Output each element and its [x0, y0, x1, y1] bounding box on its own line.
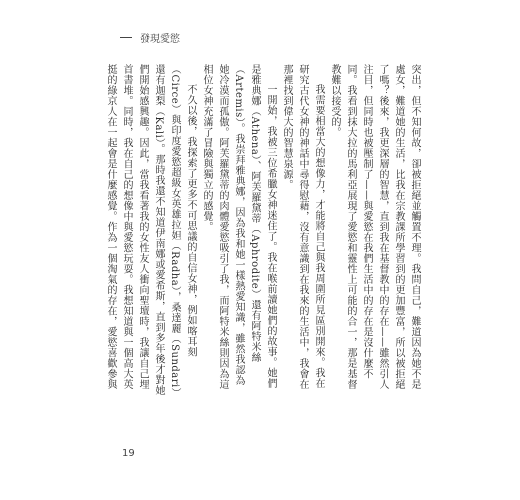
paragraph-1: 突出，但不知何故，卻被拒絕並觸置不理。我問自己，難道因為她不是處女，難道她的生活，比我在宗教課所學習到的更加豐富，所以被拒絕了嗎？後來，我更深層的智慧，直到我在基督教中的存在——雖然引人注目，但同時也被壓制了——與愛慾在我們生活中的存在是沒什麼不同。我看到抹大拉的馬利亞展現了愛慾和靈性上可能的合一，那是基督教難以接受的。 [329, 64, 420, 390]
running-header [120, 30, 180, 45]
page-number: 19 [122, 448, 135, 459]
paragraph-3: 一開始，我被三位希臘女神迷住了。我在喉前讀她們的故事。她們是雅典娜（Athena）、阿芙羅黛蒂（Aphrodite）還有阿特米絲（Artemis）。我崇拜雅典娜，因為我和她一樣熱愛知識，雖然我認為她冷漠而孤傲。阿芙羅黛蒂的肉體愛慾吸引了我，而阿特米絲則因為這相位女神充滿了冒險與獨立的感覺。 [201, 64, 276, 390]
paragraph-2: 我需要相當大的想像力，才能將自己與我周圍所見區別開來。我在研究古代女神的神話中尋得慰藉，沒有意識到在我來的生活中，我會在那裡找到偉大的智慧泉源。 [281, 64, 324, 390]
body-text [102, 64, 422, 396]
chapter-title: 發現愛慾 [140, 34, 180, 45]
header-dash [120, 37, 132, 38]
paragraph-4: 不久以後，我探索了更多不可思議的自信女神，例如喀耳刻（Circe）與印度愛慾超級女英雄拉妲（Radha），桑達麗（Sundari）還有迦梨（Kali）。那時我還不知道伊南娜或愛希斯，直到多年後才對她們開始感興趣。因此，當我看著我的女性友人衝向聖壇時，我讓自己埋首書堆。同時，我在自己的想像中與愛慾玩耍。我想知道與一個高大英挺的綠京人在一起會是什麼感覺。作為一個淘氣的存在，愛慾喜歡參與 [105, 64, 196, 396]
